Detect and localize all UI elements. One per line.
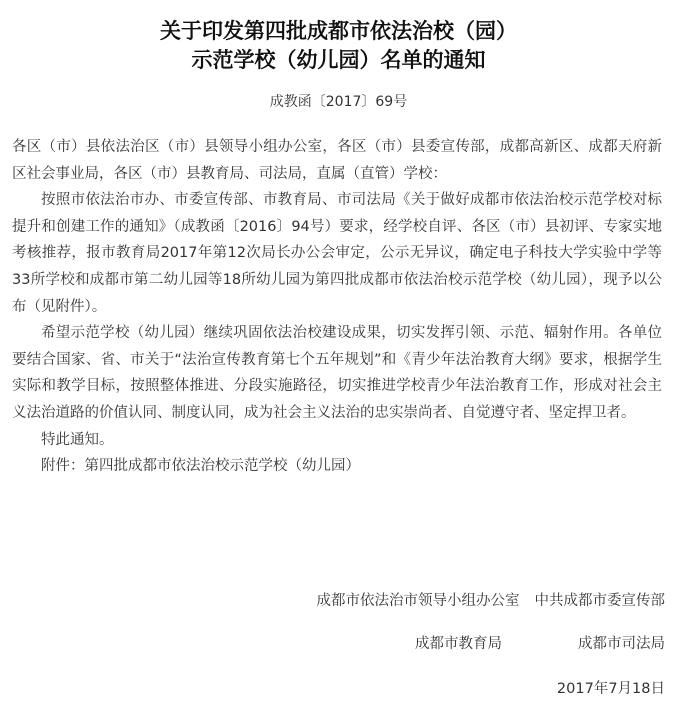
signature-org-3: 成都市教育局 bbox=[415, 636, 502, 652]
signature-row-1 bbox=[317, 591, 666, 611]
signature-row-2 bbox=[415, 634, 665, 654]
body-paragraph-1: 按照市依法治市办、市委宣传部、市教育局、市司法局《关于做好成都市依法治校示范学校对标提升和创建工作的通知》（成教函〔2016〕94号）要求，经学校自评、各区（市）县初评、专家实地考核推荐，报市教育局2017年第12次局长办公会审定，公示无异议，确定电子科技大学实验中学等33所学校和成都市第二幼儿园等18所幼儿园为第四批成都市依法治校示范学校（幼儿园），现予以公布（见附件）。 bbox=[12, 192, 662, 315]
document-title-line-2: 示范学校（幼儿园）名单的通知 bbox=[191, 48, 486, 72]
document-body bbox=[12, 134, 662, 480]
body-paragraph-2: 希望示范学校（幼儿园）继续巩固依法治校建设成果，切实发挥引领、示范、辐射作用。各单位要结合国家、省、市关于“法治宣传教育第七个五年规划”和《青少年法治教育大纲》要求，根据学生实际和教学目标，按照整体推进、分段实施路径，切实推进学校青少年法治教育工作，形成对社会主义法治道路的价值认同、制度认同，成为社会主义法治的忠实崇尚者、自觉遵守者、坚定捍卫者。 bbox=[12, 325, 662, 421]
closing-text: 特此通知。 bbox=[41, 431, 114, 448]
salutation: 各区（市）县依法治区（市）县领导小组办公室，各区（市）县委宣传部，成都高新区、成都天府新区社会事业局，各区（市）县教育局、司法局，直属（直管）学校： bbox=[12, 139, 662, 182]
document-number: 成教函〔2017〕69号 bbox=[269, 94, 408, 110]
attachment-note: 附件：第四批成都市依法治校示范学校（幼儿园） bbox=[41, 458, 360, 475]
signature-date: 2017年7月18日 bbox=[556, 681, 665, 697]
signature-org-4: 成都市司法局 bbox=[578, 636, 665, 652]
signature-org-2: 中共成都市委宣传部 bbox=[534, 593, 665, 609]
document-title-line-1: 关于印发第四批成都市依法治校（园） bbox=[160, 19, 517, 43]
signature-org-1: 成都市依法治市领导小组办公室 bbox=[316, 593, 520, 609]
